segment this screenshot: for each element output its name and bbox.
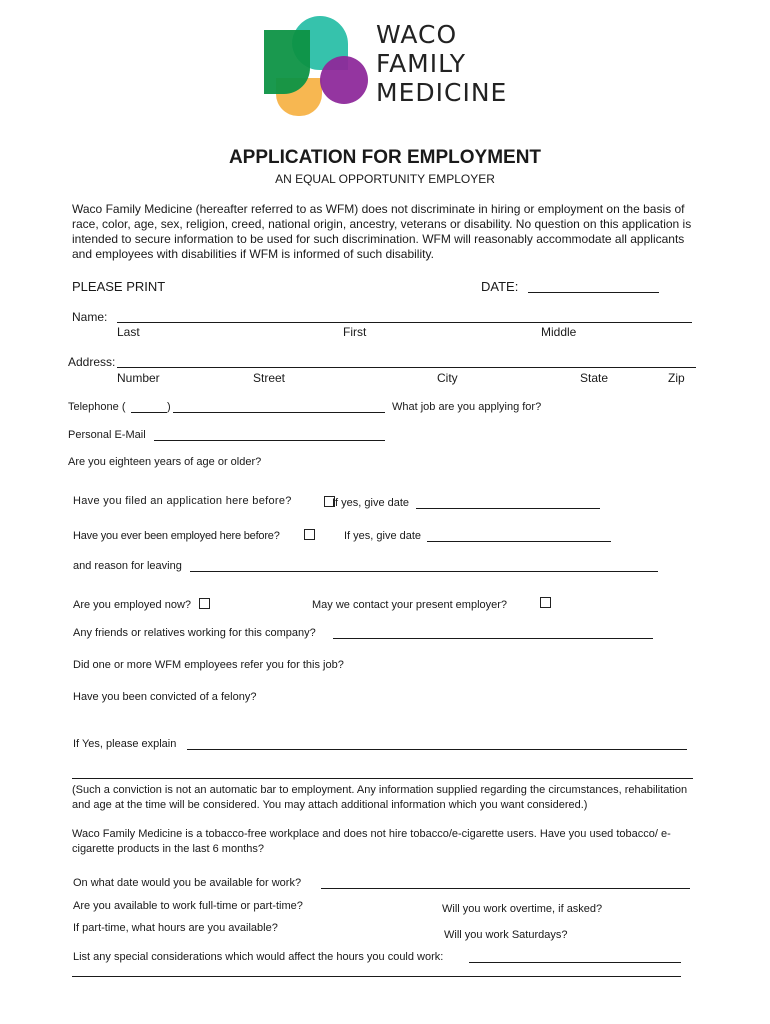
address-field[interactable]: [117, 367, 696, 368]
age-question: Are you eighteen years of age or older?: [68, 456, 262, 468]
full-part-time-question: Are you available to work full-time or part-time?: [73, 900, 303, 912]
tobacco-question: Waco Family Medicine is a tobacco-free workplace and does not hire tobacco/e-cigarette users. Have you used tobacco/ e-cigarette products in the last 6 months?: [72, 828, 671, 855]
address-street-caption: Street: [253, 371, 286, 385]
page-title: APPLICATION FOR EMPLOYMENT: [228, 147, 542, 168]
conviction-note: (Such a conviction is not an automatic bar to employment. Any information supplied regarding the circumstances, rehabilitation and age at the time will be considered. You may attach additional information which you want considered.): [72, 784, 688, 811]
overtime-question: Will you work overtime, if asked?: [442, 903, 603, 915]
date-label: DATE:: [481, 279, 519, 294]
contact-employer-question: May we contact your present employer?: [312, 599, 508, 611]
contact-employer-checkbox[interactable]: [540, 597, 551, 608]
name-middle-caption: Middle: [541, 325, 577, 339]
part-time-hours-question: If part-time, what hours are you available?: [73, 922, 278, 934]
wordmark-line-1: WACO: [376, 20, 458, 49]
logo: [262, 10, 372, 120]
email-label: Personal E-Mail: [68, 429, 146, 441]
employed-before-checkbox[interactable]: [304, 529, 315, 540]
employed-now-question: Are you employed now?: [73, 599, 192, 611]
filed-date-field[interactable]: [416, 498, 600, 509]
job-applying-label: What job are you applying for?: [392, 401, 542, 413]
address-zip-caption: Zip: [668, 371, 685, 385]
employed-date-field[interactable]: [427, 531, 611, 542]
please-print-label: PLEASE PRINT: [72, 279, 166, 294]
address-city-caption: City: [437, 371, 458, 385]
friends-relatives-field[interactable]: [333, 628, 653, 639]
logo-purple-shape: [320, 56, 368, 104]
address-label: Address:: [68, 355, 116, 369]
telephone-paren-close: ): [167, 401, 171, 413]
date-field[interactable]: [528, 282, 659, 293]
wordmark-line-3: MEDICINE: [376, 78, 508, 107]
available-date-field[interactable]: [321, 878, 690, 889]
explain-field-line-1[interactable]: [187, 739, 687, 750]
available-date-question: On what date would you be available for work?: [73, 877, 302, 889]
name-last-caption: Last: [117, 325, 140, 339]
reason-leaving-field[interactable]: [190, 561, 658, 572]
special-considerations-field-line-2[interactable]: [72, 976, 681, 977]
felony-question: Have you been convicted of a felony?: [73, 691, 257, 703]
name-first-caption: First: [343, 325, 367, 339]
address-number-caption: Number: [117, 371, 160, 385]
email-field[interactable]: [154, 430, 385, 441]
saturdays-question: Will you work Saturdays?: [444, 929, 568, 941]
referral-question: Did one or more WFM employees refer you for this job?: [73, 659, 344, 671]
intro-paragraph: Waco Family Medicine (hereafter referred to as WFM) does not discriminate in hiring or employment on the basis of race, color, age, sex, religion, creed, national origin, ancestry, veterans or disability. No question on this application is intended to secure information to be used for such discrimination. WFM will reasonably accommodate all applicants and employees with disabilities if WFM is informed of such disability.: [72, 202, 692, 261]
filed-date-label: If yes, give date: [332, 497, 410, 509]
employed-date-label: If yes, give date: [344, 530, 422, 542]
wordmark-line-2: FAMILY: [376, 49, 467, 78]
address-state-caption: State: [580, 371, 609, 385]
logo-wordmark: [376, 20, 507, 107]
special-considerations-field-line-1[interactable]: [469, 952, 681, 963]
name-label: Name:: [72, 310, 108, 324]
explain-label: If Yes, please explain: [73, 738, 177, 750]
special-considerations-label: List any special considerations which would affect the hours you could work:: [73, 951, 444, 963]
telephone-label: Telephone (: [68, 401, 126, 413]
telephone-field[interactable]: [173, 402, 385, 413]
friends-relatives-question: Any friends or relatives working for this company?: [73, 627, 316, 639]
filed-before-question: Have you filed an application here before?: [73, 495, 292, 507]
page-subtitle: AN EQUAL OPPORTUNITY EMPLOYER: [275, 172, 495, 186]
logo-green-shape: [264, 30, 310, 94]
telephone-area-code-field[interactable]: [131, 402, 167, 413]
explain-field-line-2[interactable]: [72, 778, 693, 779]
reason-leaving-label: and reason for leaving: [73, 560, 182, 572]
employed-now-checkbox[interactable]: [199, 598, 210, 609]
name-field[interactable]: [117, 322, 692, 323]
employed-before-question: Have you ever been employed here before?: [73, 530, 280, 542]
logo-mark: [262, 10, 372, 120]
